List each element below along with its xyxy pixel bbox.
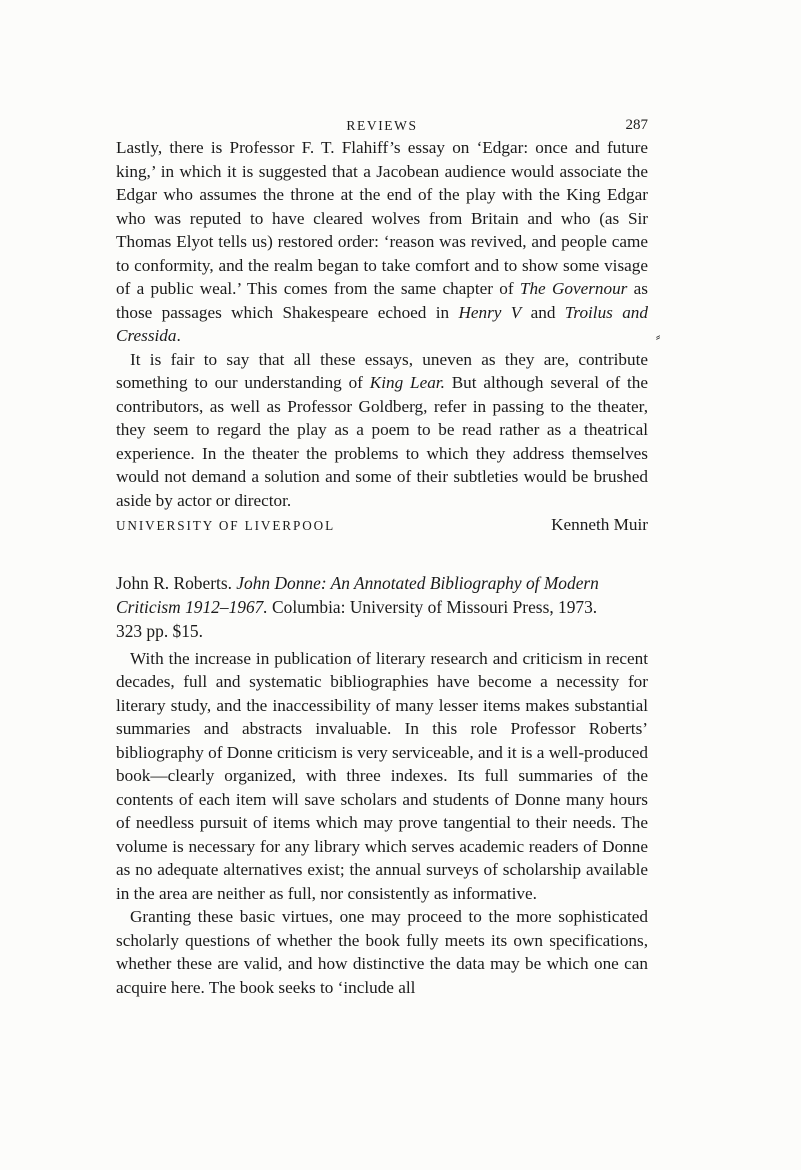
- citation-publisher: Columbia: University of Missouri Press, 1973.: [267, 596, 598, 617]
- citation-title: John Donne: An Annotated Bibliography of Modern: [236, 572, 599, 593]
- page: [116, 112, 661, 999]
- text-run: .: [176, 326, 181, 345]
- citation-title-cont: Criticism 1912–1967.: [116, 596, 268, 617]
- citation-author: John R. Roberts.: [116, 572, 237, 593]
- italic-title: Troilus and Cressida: [116, 302, 648, 345]
- running-head: [116, 112, 648, 136]
- body-text: [116, 136, 661, 999]
- review1-paragraph-2: [116, 348, 648, 513]
- page-number: 287: [625, 117, 648, 133]
- review1-paragraph-1: Lastly, there is Professor F. T. Flahiff’s essay on ‘Edgar: once and future king,’ in which it is suggested that a Jacobean audience would associate the Edgar who assumes the throne at the end of the play with the King Edgar who was reputed to have cleared wolves from Britain and who (as Sir Thomas Elyot tells us) restored order: ‘reason was revived, and people came to conformity, and the realm began to take comfort and to show some visage of a public weal.’ This comes from the same chapter of The Governour as those passages which Shakespeare echoed in Henry V and Troilus and Cressida. ⸗: [116, 138, 661, 345]
- reviewer-name: Kenneth Muir: [551, 515, 648, 534]
- text-run: But although several of the contributors, as well as Professor Goldberg, refer in passing to the theater, they seem to regard the play as a poem to be read rather as a theatrical experience. In the theater the problems to which they address themselves would not demand a solution and some of their subtleties would be brushed aside by actor or director.: [116, 373, 648, 510]
- affiliation: UNIVERSITY OF LIVERPOOL: [116, 518, 336, 533]
- italic-title: The Governour: [519, 279, 628, 298]
- citation-line-2: [116, 595, 648, 619]
- review2-paragraph-1: With the increase in publication of literary research and criticism in recent decades, full and systematic bibliographies have become a necessity for literary study, and the inaccessibility of many lesser items makes substantial summaries and abstracts invaluable. In this role Professor Roberts’ bibliography of Donne criticism is very serviceable, and it is a well-produced book—clearly organized, with three indexes. Its full summaries of the contents of each item will save scholars and students of Donne many hours of needless pursuit of items which may prove tangential to their needs. The volume is necessary for any library which serves academic readers of Donne as no adequate alternatives exist; the annual surveys of scholarship available in the area are neither as full, nor consistently as informative.: [116, 648, 648, 903]
- text-run: Lastly, there is Professor F. T. Flahiff’s essay on ‘Edgar: once and future king,’ in which it is suggested that a Jacobean audience would associate the Edgar who assumes the throne at the end of the play with the King Edgar who was reputed to have cleared wolves from Britain and who (as Sir Thomas Elyot tells us) restored order: ‘reason was revived, and people came to conformity, and the realm began to take comfort and to show some visage of a public weal.’ This comes from the same chapter of: [116, 138, 648, 298]
- review2-paragraph-2: Granting these basic virtues, one may proceed to the more sophisticated scholarly questions of whether the book fully meets its own specifications, whether these are valid, and how distinctive the data may be which one can acquire here. The book seeks to ‘include all: [116, 907, 648, 997]
- book-citation: [116, 571, 648, 643]
- text-run: It is fair to say that all these essays, uneven as they are, contribute something to our understanding of: [116, 349, 648, 392]
- review1-signoff: [116, 513, 648, 538]
- section-gap: [116, 538, 648, 571]
- italic-title: Henry V: [458, 302, 522, 322]
- citation-line-3: 323 pp. $15.: [116, 620, 203, 641]
- text-run: as those passages which Shakespeare echoed in: [116, 279, 648, 322]
- running-title: REVIEWS: [346, 118, 418, 133]
- text-run: and: [521, 302, 565, 322]
- italic-title: King Lear.: [369, 373, 445, 392]
- citation-line-1: [116, 571, 648, 595]
